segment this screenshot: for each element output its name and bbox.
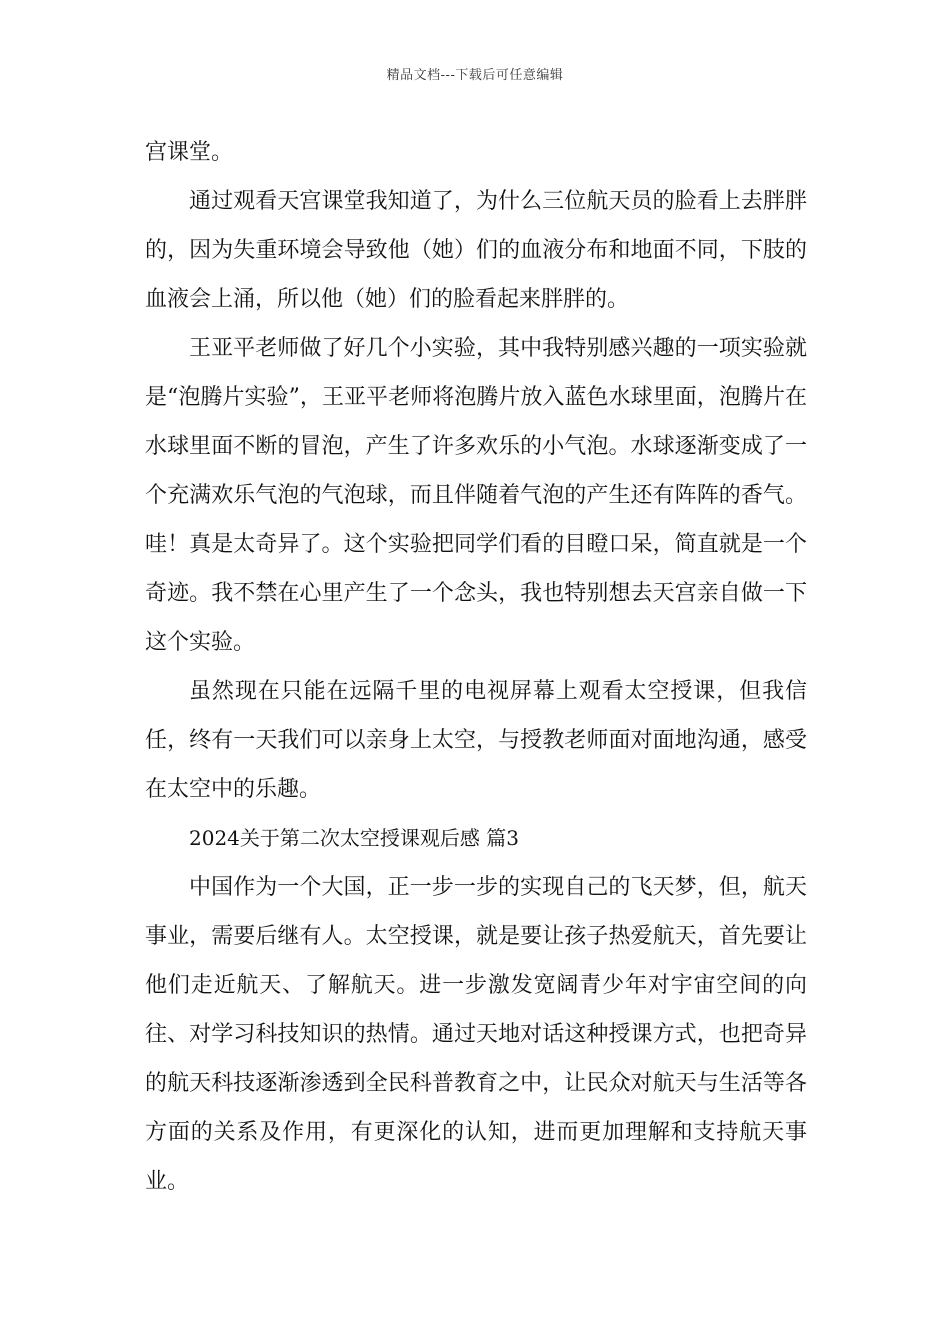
paragraph-china-space-dream: 中国作为一个大国，正一步一步的实现自己的飞天梦，但，航天事业，需要后继有人。太空授课，就是要让孩子热爱航天，首先要让他们走近航天、了解航天。进一步激发宽阔青少年对宇宙空间的向往、对学习科技知识的热情。通过天地对话这种授课方式，也把奇异的航天科技逐渐渗透到全民科普教育之中，让民众对航天与生活等各方面的关系及作用，有更深化的认知，进而更加理解和支持航天事业。 [145, 875, 807, 1194]
paragraph-space-lecture-hope: 虽然现在只能在远隔千里的电视屏幕上观看太空授课，但我信任，终有一天我们可以亲身上太空，与授教老师面对面地沟通，感受在太空中的乐趣。 [145, 679, 807, 802]
page-header: 精品文档---下载后可任意编辑 [386, 68, 564, 83]
paragraph-effervescent-experiment: 王亚平老师做了好几个小实验，其中我特别感兴趣的一项实验就是“泡腾片实验”，王亚平老师将泡腾片放入蓝色水球里面，泡腾片在水球里面不断的冒泡，产生了许多欢乐的小气泡。水球逐渐变成了一个充满欢乐气泡的气泡球，而且伴随着气泡的产生还有阵阵的香气。哇！真是太奇异了。这个实验把同学们看的目瞪口呆，简直就是一个奇迹。我不禁在心里产生了一个念头，我也特别想去天宫亲自做一下这个实验。 [145, 336, 807, 655]
paragraph-astronaut-faces: 通过观看天宫课堂我知道了，为什么三位航天员的脸看上去胖胖的，因为失重环境会导致他（她）们的血液分布和地面不同，下肢的血液会上涌，所以他（她）们的脸看起来胖胖的。 [145, 189, 807, 312]
paragraph-continuation: 宫课堂。 [145, 140, 234, 165]
section-title: 2024关于第二次太空授课观后感 篇3 [189, 826, 519, 850]
document-body [145, 128, 807, 1206]
